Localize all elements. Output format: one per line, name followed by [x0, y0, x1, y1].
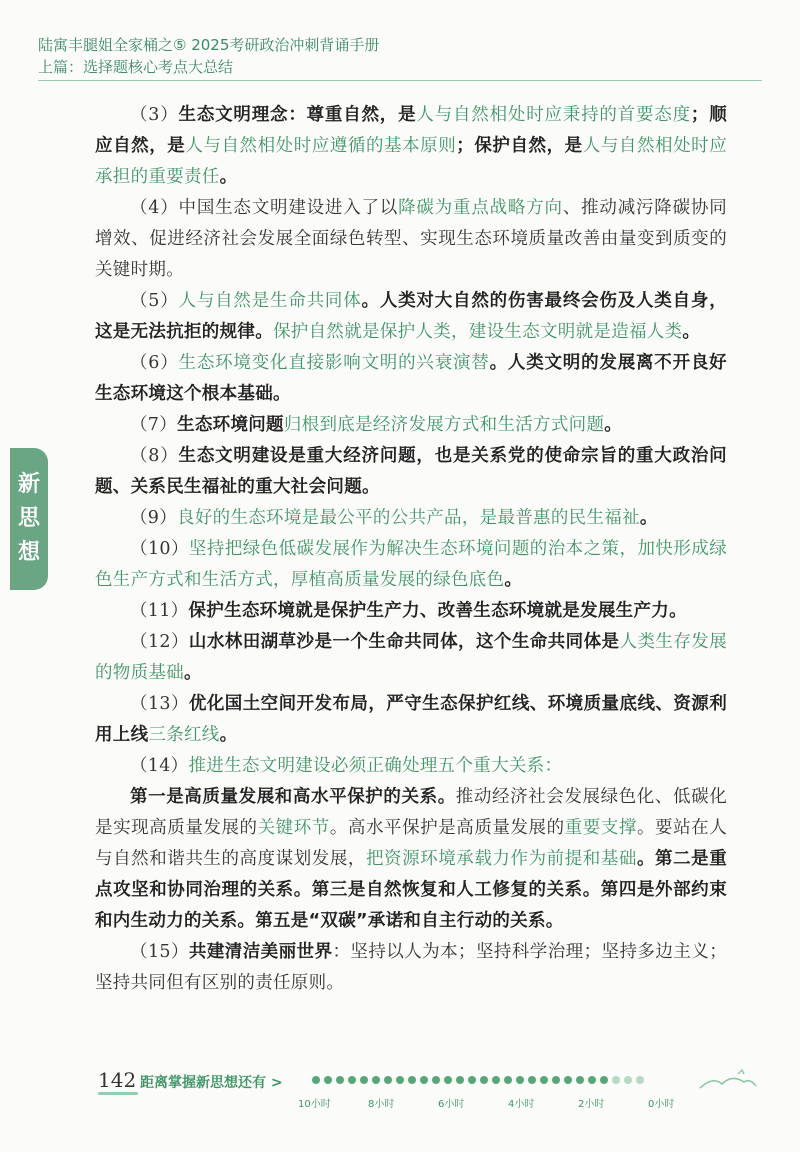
progress-dot [576, 1076, 584, 1084]
page-footer [98, 1068, 778, 1118]
progress-dot [312, 1076, 320, 1084]
body-text: 、推动减污降碳协同增效、促进经济社会发展全面绿色转型、实现生态环境质量改善由量变到质变的关键时期。 [95, 198, 727, 280]
progress-dot [468, 1076, 476, 1084]
paragraph-4 [95, 348, 727, 410]
body-text: （14） [130, 756, 189, 776]
progress-dot [384, 1076, 392, 1084]
body-text: （10） [130, 539, 189, 559]
body-text: 生态环境问题 [177, 415, 284, 435]
highlight-text: 降碳为重点战略方向 [398, 198, 563, 218]
body-text: 生态文明理念：尊重自然，是 [178, 105, 417, 125]
highlight-text: 人与自然相处时应遵循的基本原则 [185, 136, 457, 156]
progress-dot [432, 1076, 440, 1084]
body-text: 。 [604, 415, 623, 435]
progress-dot [528, 1076, 536, 1084]
body-text: 共建清洁美丽世界 [188, 942, 333, 962]
highlight-text: 三条红线 [148, 725, 220, 745]
main-text [95, 100, 727, 999]
progress-dot [516, 1076, 524, 1084]
body-text: （5） [130, 291, 179, 311]
progress-dot [372, 1076, 380, 1084]
body-text: （6） [130, 353, 179, 373]
body-text: 生态文明建设是重大经济问题，也是关系党的使命宗旨的重大政治问题、关系民生福祉的重大社会问题。 [95, 446, 727, 497]
paragraph-8 [95, 534, 727, 596]
progress-dot [552, 1076, 560, 1084]
body-text: （7） [130, 415, 178, 435]
paragraph-13 [95, 782, 727, 937]
body-text: 。第二是重点攻坚和协同治理的关系。第三是自然恢复和人工修复的关系。第四是外部约束和内生动力的关系。第五是“双碳”承诺和自主行动的关系。 [95, 849, 728, 931]
paragraph-3 [95, 286, 727, 348]
progress-dot [564, 1076, 572, 1084]
body-text: 。 [682, 322, 701, 342]
highlight-text: 坚持把绿色低碳发展作为解决生态环境问题的治本之策，加快形成绿色生产方式和生活方式，厚植高质量发展的绿色底色 [95, 539, 728, 590]
paragraph-2 [95, 193, 727, 286]
body-text: 优化国土空间开发布局，严守生态保护红线、环境质量底线、资源利用上线 [95, 694, 728, 745]
body-text: 。人类文明的发展离不开良好生态环境这个根本基础。 [95, 353, 727, 404]
body-text: （4）中国生态文明建设进入了以 [130, 198, 399, 218]
progress-tick-label: 8小时 [368, 1099, 395, 1110]
progress-dot [408, 1076, 416, 1084]
progress-dot [588, 1076, 596, 1084]
highlight-text: 把资源环境承载力作为前提和基础 [365, 849, 637, 869]
body-text: 山水林田湖草沙是一个生命共同体，这个生命共同体是 [188, 632, 620, 652]
progress-dot [456, 1076, 464, 1084]
body-text: 。 [219, 167, 238, 187]
page-number: 142 [98, 1068, 137, 1092]
body-text: ；保护自然，是 [456, 136, 583, 156]
highlight-text: 生态环境变化直接影响文明的兴衰演替 [178, 353, 490, 373]
paragraph-11 [95, 689, 727, 751]
highlight-text: 人与自然相处时应承担的重要责任 [95, 136, 727, 187]
progress-dot [420, 1076, 428, 1084]
highlight-text: 保护自然就是保护人类，建设生态文明就是造福人类 [273, 322, 683, 342]
body-text: ：坚持以人为本；坚持科学治理；坚持多边主义；坚持共同但有区别的责任原则。 [95, 942, 727, 993]
paragraph-14 [95, 937, 727, 999]
body-text: （11） [130, 601, 189, 621]
progress-dot [540, 1076, 548, 1084]
progress-tick-label: 4小时 [508, 1099, 535, 1110]
highlight-text: 良好的生态环境是最公平的公共产品，是最普惠的民生福祉 [177, 508, 640, 528]
header-section-title: 上篇：选择题核心考点大总结 [38, 58, 234, 76]
paragraph-6 [95, 441, 727, 503]
paragraph-9 [95, 596, 727, 627]
paragraph-7 [95, 503, 727, 534]
body-text: 。 [184, 663, 202, 683]
progress-label: 距离掌握新思想还有 > [140, 1075, 283, 1091]
side-tab-new-thought [10, 448, 48, 590]
progress-dot [492, 1076, 500, 1084]
body-text: ；顺应自然，是 [95, 105, 727, 156]
paragraph-5 [95, 410, 727, 441]
header-divider [38, 80, 762, 81]
progress-dot [504, 1076, 512, 1084]
progress-dot [336, 1076, 344, 1084]
body-text: 。要站在人与自然和谐共生的高度谋划发展， [95, 818, 728, 869]
page-number-underline [98, 1092, 138, 1095]
body-text: 保护生态环境就是保护生产力、改善生态环境就是发展生产力。 [188, 601, 687, 621]
body-text: （12） [130, 632, 189, 652]
body-text: 推动经济社会发展绿色化、低碳化是实现高质量发展的 [95, 787, 727, 838]
progress-tick-label: 0小时 [648, 1099, 675, 1110]
highlight-text: 人与自然相处时应秉持的首要态度 [416, 105, 691, 125]
progress-dot [636, 1076, 644, 1084]
highlight-text: 人类生存发展的物质基础 [95, 632, 728, 683]
progress-tick-label: 2小时 [578, 1099, 605, 1110]
body-text: 。 [504, 570, 523, 590]
side-tab-char: 想 [17, 540, 40, 565]
progress-dot [396, 1076, 404, 1084]
progress-tick-label: 6小时 [438, 1099, 465, 1110]
body-text: 。 [639, 508, 658, 528]
side-tab-char: 新 [17, 472, 40, 497]
highlight-text: 归根到底是经济发展方式和生活方式问题 [283, 415, 605, 435]
progress-dot [324, 1076, 332, 1084]
body-text: （3） [130, 105, 179, 125]
body-text: 。人类对大自然的伤害最终会伤及人类自身，这是无法抗拒的规律。 [95, 291, 728, 342]
progress-dots [312, 1076, 644, 1084]
paragraph-12 [95, 751, 727, 782]
progress-dot [600, 1076, 608, 1084]
header-book-title: 陆寓丰腿姐全家桶之⑤ 2025考研政治冲刺背诵手册 [38, 36, 380, 54]
progress-dot [612, 1076, 620, 1084]
progress-dot [624, 1076, 632, 1084]
body-text: 。高水平保护是高质量发展的 [329, 818, 565, 838]
progress-dot [360, 1076, 368, 1084]
progress-ticks [298, 1095, 688, 1111]
progress-tick-label: 10小时 [298, 1099, 331, 1110]
side-tab-char: 思 [17, 506, 40, 531]
progress-dot [444, 1076, 452, 1084]
paragraph-10 [95, 627, 727, 689]
highlight-text: 关键环节 [257, 818, 330, 838]
body-text: （15） [130, 942, 189, 962]
paragraph-1 [95, 100, 727, 193]
highlight-text: 重要支撑 [564, 818, 637, 838]
progress-dot [348, 1076, 356, 1084]
body-text: （8） [130, 446, 179, 466]
body-text: 。 [219, 725, 238, 745]
body-text: （9） [130, 508, 178, 528]
running-header [38, 34, 768, 78]
progress-dot [480, 1076, 488, 1084]
landscape-icon [698, 1068, 758, 1092]
body-text: 第一是高质量发展和高水平保护的关系。 [130, 787, 456, 807]
highlight-text: 推进生态文明建设必须正确处理五个重大关系： [188, 756, 563, 776]
body-text: （13） [130, 694, 189, 714]
highlight-text: 人与自然是生命共同体 [178, 291, 362, 311]
